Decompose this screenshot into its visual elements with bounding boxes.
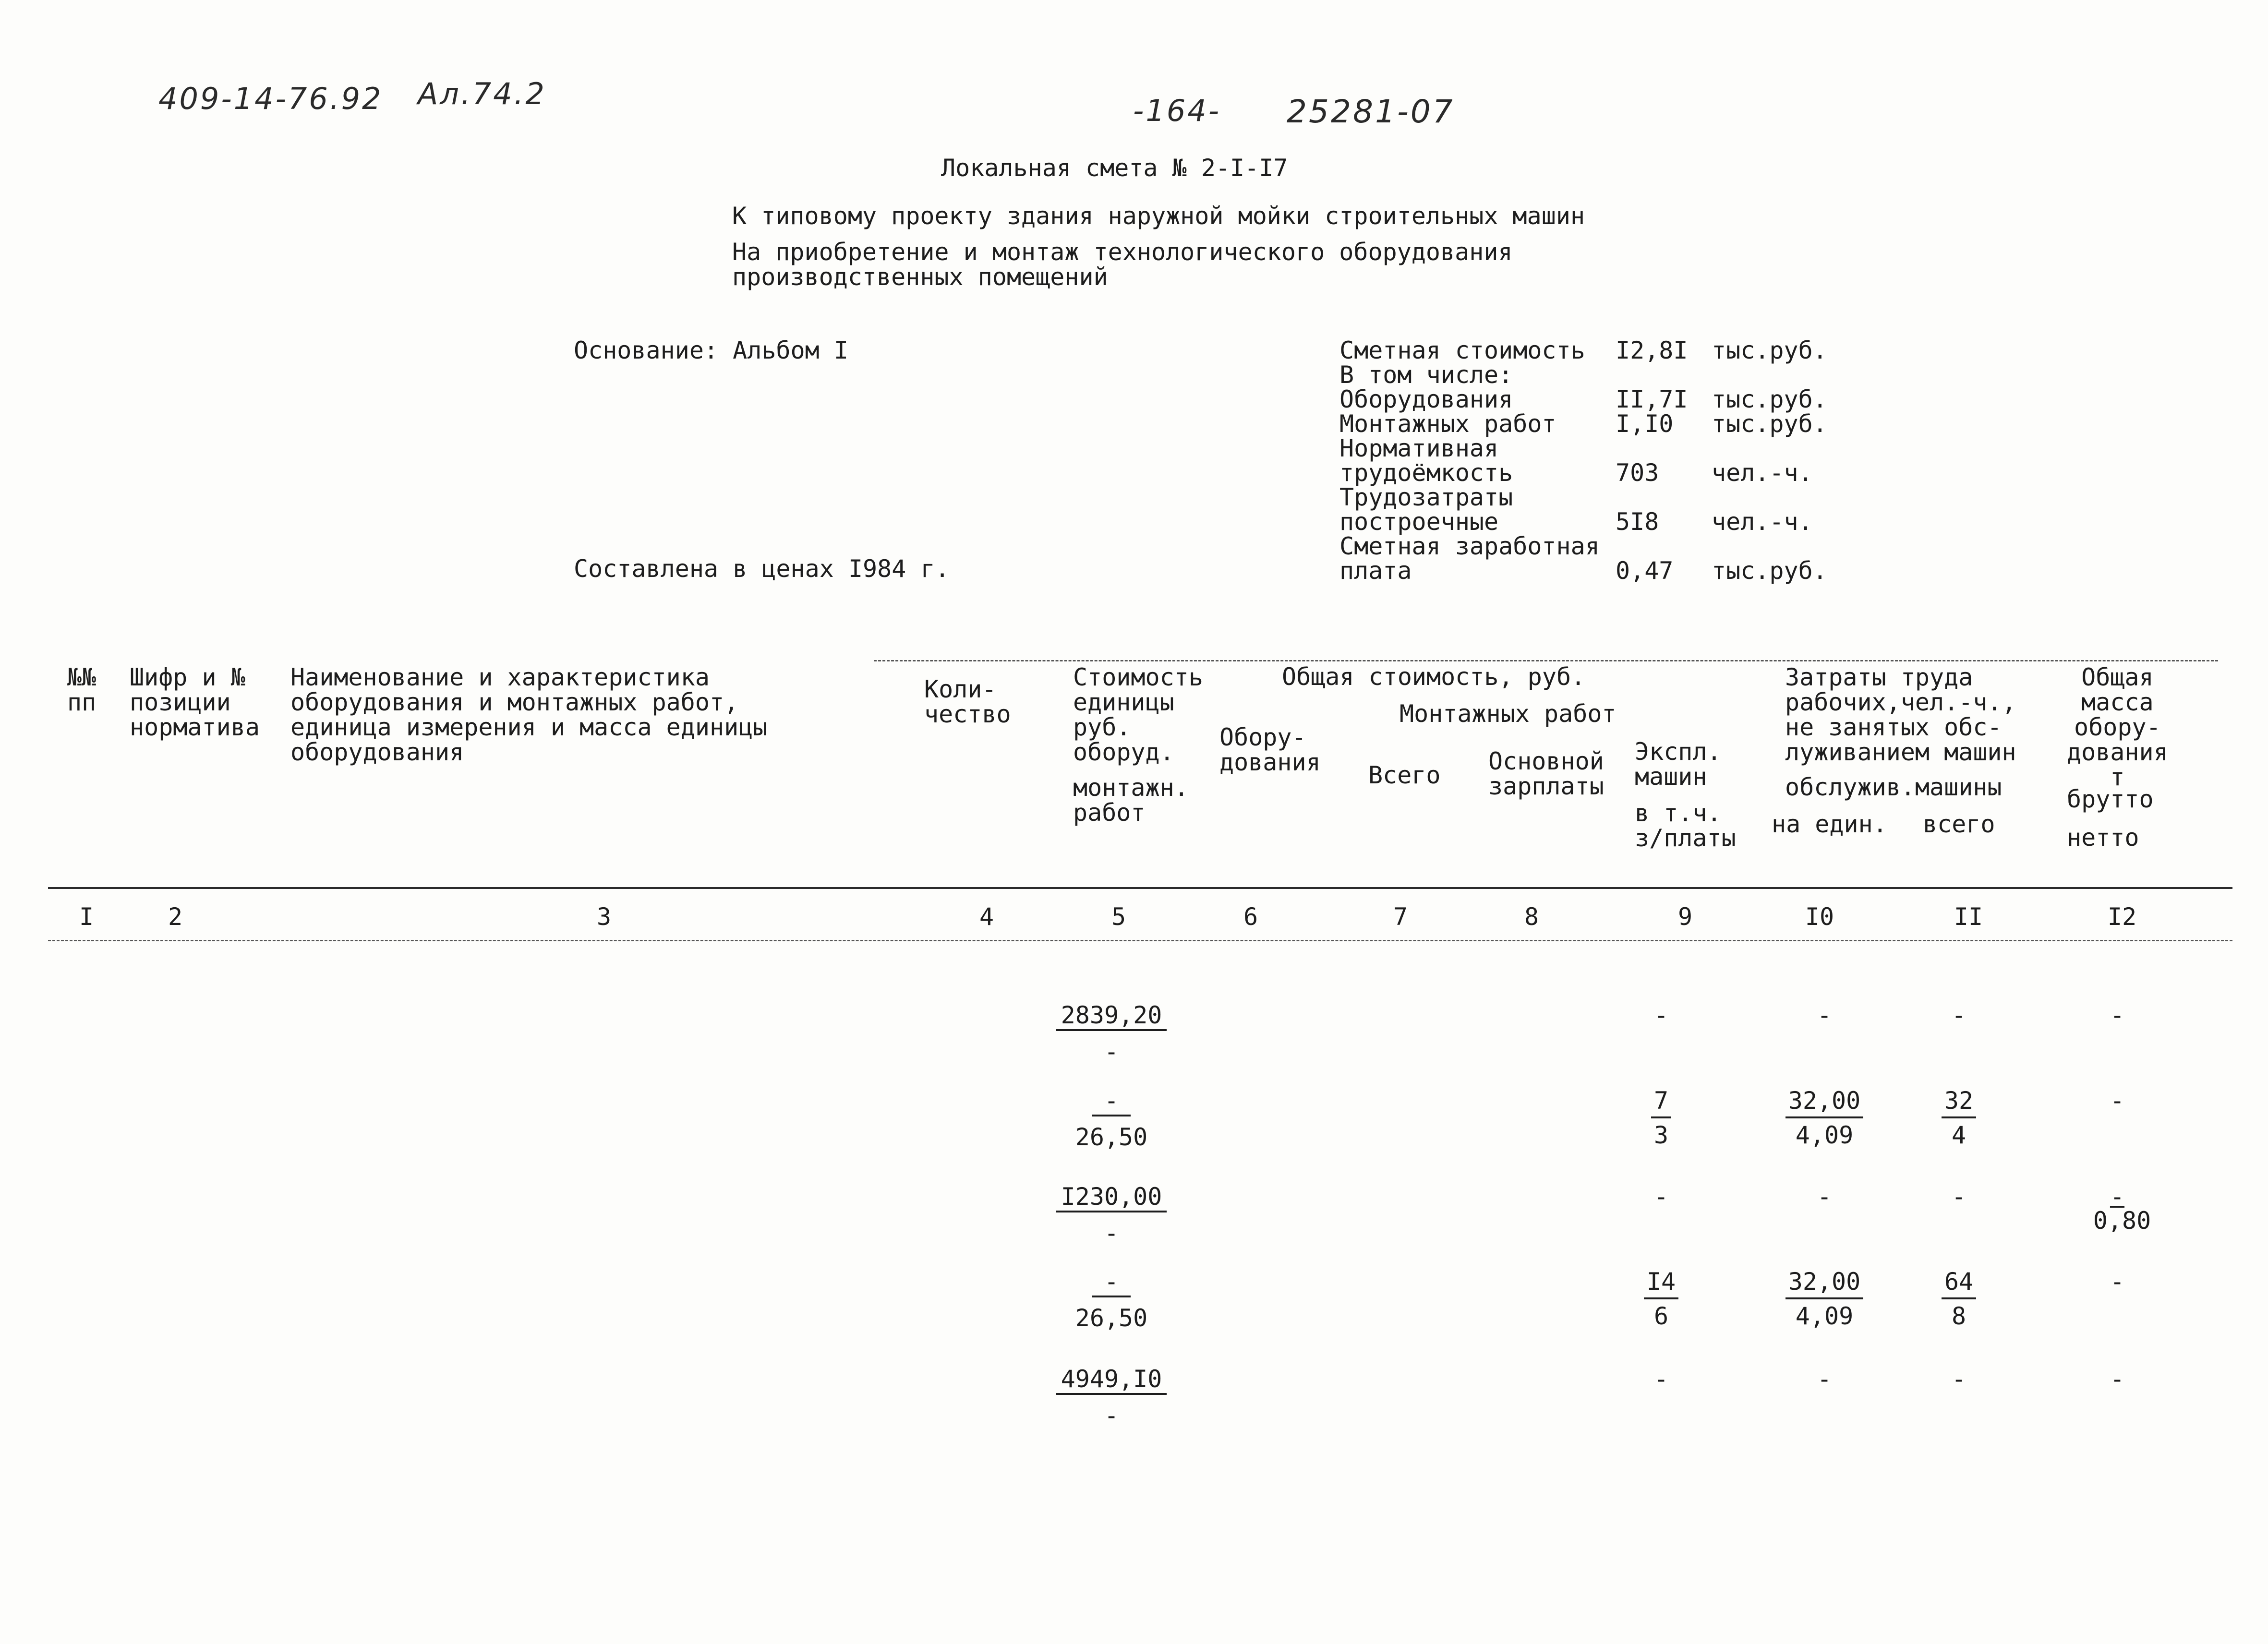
- column-number: 3: [596, 903, 612, 931]
- row-mass-gross: -: [2110, 1365, 2125, 1393]
- summary-value: II,7I: [1616, 385, 1688, 413]
- unit-cost-equipment: 4949,I0: [1056, 1367, 1167, 1395]
- album-reference: Ал.74.2: [418, 76, 546, 111]
- title-line-3: производственных помещений: [732, 263, 1108, 291]
- row-labor-per-unit-top: -: [1817, 1001, 1832, 1029]
- summary-unit: тыс.руб.: [1712, 385, 1827, 413]
- row-labor-per-unit-top: [1772, 1089, 1877, 1113]
- row-mass-gross: -: [2110, 1001, 2125, 1029]
- header-top-rule: [874, 660, 2218, 661]
- unit-cost-equipment: -: [1092, 1270, 1131, 1297]
- row-mass-gross: -: [2110, 1268, 2125, 1296]
- summary-unit: тыс.руб.: [1712, 336, 1827, 364]
- unit-cost-mounting: -: [1104, 1402, 1119, 1429]
- header-mass-gross: брутто: [2067, 785, 2154, 813]
- row-labor-per-unit-bottom: 4,09: [1795, 1302, 1854, 1330]
- document-code: 409-14-76.92: [158, 81, 383, 116]
- summary-unit: тыс.руб.: [1712, 410, 1827, 438]
- summary-value: 703: [1616, 459, 1659, 487]
- summary-unit: чел.-ч.: [1712, 459, 1813, 487]
- row-labor-per-unit-bottom: 4,09: [1795, 1121, 1854, 1149]
- row-labor-per-unit-top: [1772, 1270, 1877, 1294]
- row-machines-top-underline: 7: [1651, 1087, 1671, 1118]
- row-labor-total-top: -: [1951, 1365, 1966, 1393]
- summary-label: трудоёмкость: [1339, 459, 1513, 487]
- row-machines-top: -: [1653, 1001, 1669, 1029]
- summary-label: В том числе:: [1339, 361, 1513, 389]
- inventory-number: 25281-07: [1287, 93, 1455, 130]
- summary-value: 5I8: [1616, 508, 1659, 536]
- summary-label: Монтажных работ: [1339, 410, 1556, 438]
- unit-cost-mounting: 26,50: [1075, 1304, 1148, 1332]
- unit-cost-equipment: I230,00: [1056, 1185, 1167, 1212]
- row-labor-per-unit-top: -: [1817, 1365, 1832, 1393]
- row-unit-cost: [1039, 1089, 1183, 1149]
- unit-cost-mounting: -: [1104, 1219, 1119, 1247]
- header-mass-net: нетто: [2067, 824, 2139, 852]
- row-labor-total-bottom: 8: [1951, 1302, 1966, 1330]
- column-number: 9: [1677, 903, 1693, 931]
- summary-label: Сметная заработная: [1339, 532, 1600, 560]
- summary-label: Нормативная: [1339, 434, 1499, 462]
- column-number: 6: [1243, 903, 1258, 931]
- header-unit-cost: Стоимость единицы руб. оборуд.: [1073, 663, 1203, 766]
- column-number: 2: [168, 903, 183, 931]
- column-number: I2: [2107, 903, 2137, 931]
- row-mass-net: 0,80: [2093, 1207, 2151, 1235]
- row-machines-top: -: [1653, 1183, 1669, 1211]
- row-unit-cost: [1039, 1270, 1183, 1330]
- header-machines: Экспл. машин: [1635, 738, 1722, 791]
- row-mass-gross: -: [2110, 1183, 2125, 1211]
- row-labor-per-unit-top-underline: 32,00: [1785, 1268, 1864, 1299]
- unit-cost-equipment: 2839,20: [1056, 1003, 1167, 1031]
- column-number: 4: [979, 903, 994, 931]
- col-numbers-rule: [48, 940, 2232, 941]
- header-name: Наименование и характеристика оборудования и монтажных работ, единица измерения и масса единицы оборудования: [290, 663, 768, 766]
- column-number: I0: [1805, 903, 1834, 931]
- row-machines-bottom: 3: [1653, 1121, 1669, 1149]
- row-labor-total-top-underline: 32: [1942, 1087, 1976, 1118]
- summary-label: Оборудования: [1339, 385, 1513, 413]
- header-number: №№ пп: [67, 663, 97, 716]
- basis-label: Основание: Альбом I: [574, 336, 848, 364]
- summary-label: Трудозатраты: [1339, 483, 1513, 511]
- header-labor: Затраты труда рабочих,чел.-ч., не занятых обс- луживанием машин: [1785, 663, 2016, 766]
- column-number: 5: [1111, 903, 1126, 931]
- header-total-cost: Общая стоимость, руб.: [1282, 663, 1586, 691]
- row-machines-top: [1625, 1270, 1697, 1294]
- row-labor-total-top: [1923, 1270, 1995, 1294]
- header-labor-total: всего: [1923, 810, 1995, 838]
- header-base-wage: Основной зарплаты: [1488, 747, 1604, 800]
- row-machines-bottom: 6: [1653, 1302, 1669, 1330]
- title-line-1: К типовому проекту здания наружной мойки строительных машин: [732, 202, 1585, 230]
- row-labor-total-bottom: 4: [1951, 1121, 1966, 1149]
- row-labor-total-top: -: [1951, 1001, 1966, 1029]
- unit-cost-equipment: -: [1092, 1089, 1131, 1116]
- row-labor-per-unit-top-underline: 32,00: [1785, 1087, 1864, 1118]
- header-mont-total: Всего: [1368, 761, 1441, 789]
- summary-label: построечные: [1339, 508, 1499, 536]
- row-labor-total-top-underline: 64: [1942, 1268, 1976, 1299]
- row-mass-gross: -: [2110, 1087, 2125, 1115]
- summary-value: 0,47: [1616, 557, 1674, 585]
- row-machines-top-underline: I4: [1644, 1268, 1678, 1299]
- row-machines-top: -: [1653, 1365, 1669, 1393]
- row-labor-per-unit-top: -: [1817, 1183, 1832, 1211]
- row-machines-top: [1625, 1089, 1697, 1113]
- summary-label: Сметная стоимость: [1339, 336, 1585, 364]
- row-labor-total-top: [1923, 1089, 1995, 1113]
- header-mass: Общая масса обору- дования т: [2067, 663, 2168, 791]
- row-unit-cost: [1039, 1367, 1183, 1428]
- column-number: 8: [1524, 903, 1539, 931]
- column-number: 7: [1393, 903, 1408, 931]
- header-labor-service: обслужив.машины: [1785, 773, 2002, 801]
- header-labor-per-unit: на един.: [1772, 810, 1887, 838]
- row-labor-total-top: -: [1951, 1183, 1966, 1211]
- header-bottom-rule: [48, 887, 2232, 889]
- summary-label: плата: [1339, 557, 1412, 585]
- column-number: I: [79, 903, 94, 931]
- page-title: Локальная смета № 2-I-I7: [941, 154, 1288, 182]
- header-unit-cost-mont: монтажн. работ: [1073, 774, 1189, 827]
- row-unit-cost: [1039, 1185, 1183, 1245]
- page-number: -164-: [1133, 93, 1221, 128]
- row-unit-cost: [1039, 1003, 1183, 1064]
- summary-unit: чел.-ч.: [1712, 508, 1813, 536]
- title-line-2: На приобретение и монтаж технологического оборудования: [732, 238, 1513, 266]
- header-mont-works: Монтажных работ: [1399, 700, 1617, 728]
- summary-value: I,I0: [1616, 410, 1674, 438]
- summary-unit: тыс.руб.: [1712, 557, 1827, 585]
- unit-cost-mounting: -: [1104, 1038, 1119, 1066]
- header-quantity: Коли- чество: [924, 675, 1011, 728]
- header-equipment: Обору- дования: [1219, 723, 1321, 776]
- column-number: II: [1954, 903, 1983, 931]
- header-machines-wage: в т.ч. з/платы: [1635, 799, 1736, 852]
- summary-value: I2,8I: [1616, 336, 1688, 364]
- header-code: Шифр и № позиции норматива: [130, 663, 260, 741]
- prices-label: Составлена в ценах I984 г.: [574, 555, 950, 583]
- unit-cost-mounting: 26,50: [1075, 1123, 1148, 1151]
